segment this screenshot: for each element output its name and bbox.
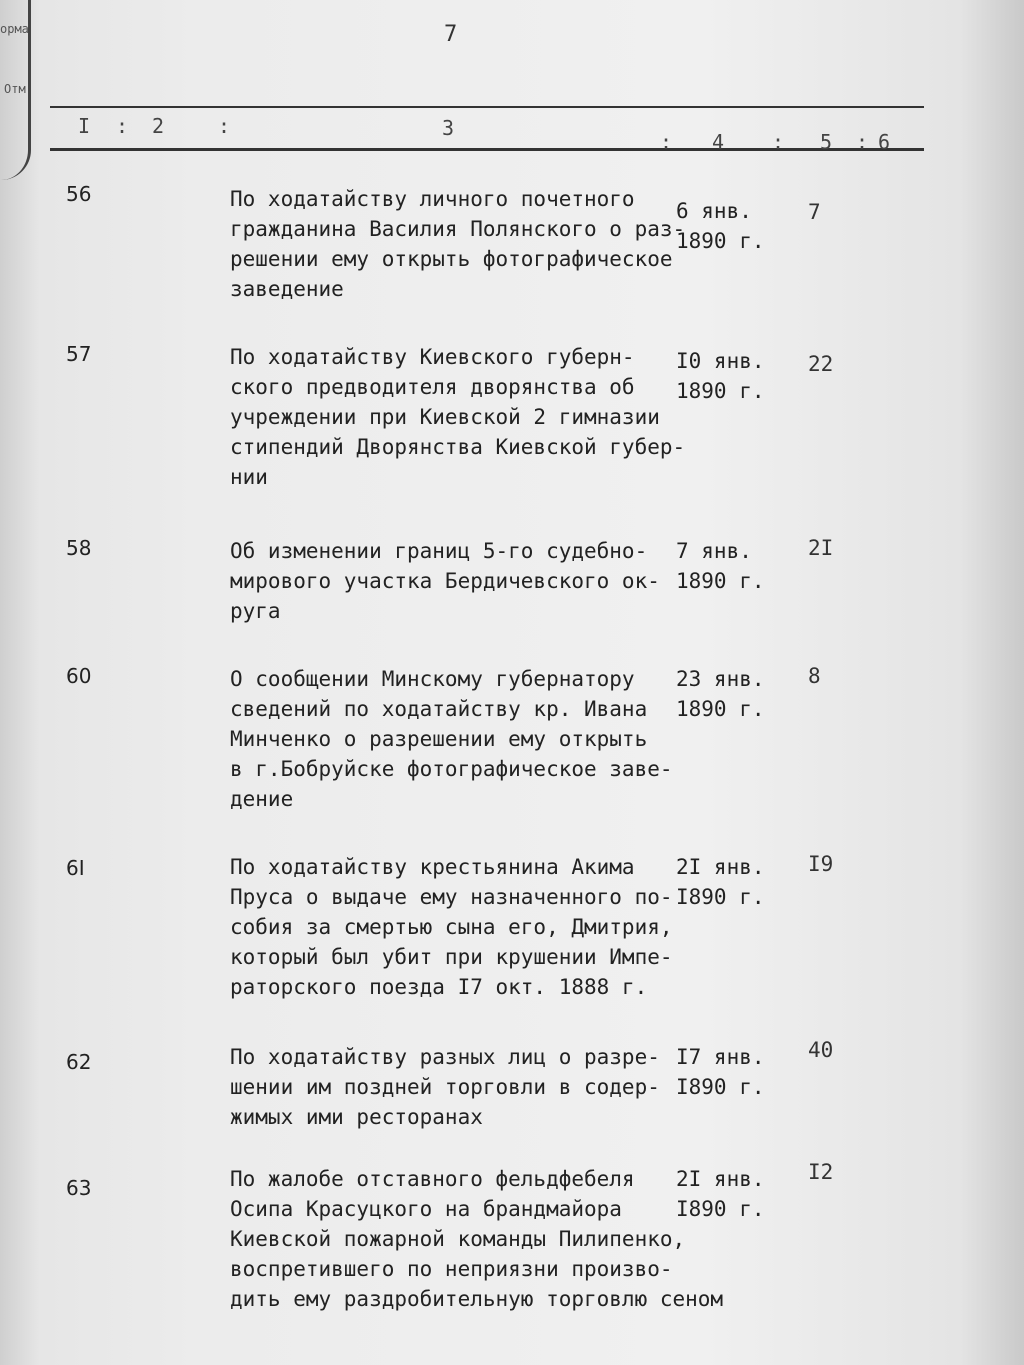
entry-number: 60 — [66, 664, 92, 688]
entry-text-line: дить ему раздробительную торговлю сеном — [230, 1287, 724, 1311]
entry-text-line: По ходатайству Киевского губерн- — [230, 345, 635, 369]
entry-date-year: 1890 г. — [676, 697, 765, 721]
entry-text-line: Об изменении границ 5-го судебно- — [230, 539, 648, 563]
entry-text — [230, 1042, 670, 1132]
column-number-6: 6 — [878, 130, 891, 154]
entry-text-line: стипендий Дворянства Киевской губер- — [230, 435, 686, 459]
entry-date — [676, 1164, 765, 1224]
entry-date-day: 6 янв. — [676, 199, 752, 223]
entry-sheet-count: I2 — [808, 1160, 834, 1184]
column-separator: : — [660, 130, 673, 154]
entry-date — [676, 852, 765, 912]
entry-date-day: 2I янв. — [676, 1167, 765, 1191]
entry-text-line: собия за смертью сына его, Дмитрия, — [230, 915, 673, 939]
entry-text-line: По ходатайству крестьянина Акима — [230, 855, 635, 879]
column-number-3: 3 — [442, 116, 455, 140]
entry-text-line: руга — [230, 599, 281, 623]
entry-text-line: который был убит при крушении Импе- — [230, 945, 673, 969]
entry-text — [230, 342, 686, 492]
entry-text-line: раторского поезда I7 окт. 1888 г. — [230, 975, 648, 999]
entry-sheet-count: 7 — [808, 200, 821, 224]
entry-text-line: ского предводителя дворянства об — [230, 375, 635, 399]
entry-date-year: I890 г. — [676, 1197, 765, 1221]
entry-date — [676, 346, 765, 406]
entry-sheet-count: 22 — [808, 352, 834, 376]
entry-text-line: сведений по ходатайству кр. Ивана — [230, 697, 648, 721]
entry-date — [676, 1042, 765, 1102]
entry-text-line: Осипа Красуцкого на брандмайора — [230, 1197, 622, 1221]
entry-date-day: I0 янв. — [676, 349, 765, 373]
entry-sheet-count: 2I — [808, 536, 834, 560]
side-tab-label: Отм — [4, 82, 26, 96]
entry-text-line: По ходатайству разных лиц о разре- — [230, 1045, 660, 1069]
entry-date-year: 1890 г. — [676, 569, 765, 593]
entry-text-line: решении ему открыть фотографическое — [230, 247, 673, 271]
entry-number: 63 — [66, 1176, 92, 1200]
column-separator: : — [116, 114, 129, 138]
entry-text-line: в г.Бобруйске фотографическое заве- — [230, 757, 673, 781]
header-top-rule — [50, 106, 924, 108]
entry-text-line: По жалобе отставного фельдфебеля — [230, 1167, 635, 1191]
column-separator: : — [218, 114, 231, 138]
column-separator: : — [856, 130, 869, 154]
entry-date-day: 7 янв. — [676, 539, 752, 563]
entry-sheet-count: 8 — [808, 664, 821, 688]
entry-date-day: I7 янв. — [676, 1045, 765, 1069]
page-number: 7 — [444, 22, 458, 47]
entry-sheet-count: 40 — [808, 1038, 834, 1062]
entry-text-line: мирового участка Бердичевского ок- — [230, 569, 660, 593]
entry-text-line: Минченко о разрешении ему открыть — [230, 727, 648, 751]
entry-sheet-count: I9 — [808, 852, 834, 876]
entry-text-line: нии — [230, 465, 268, 489]
entry-date-day: 23 янв. — [676, 667, 765, 691]
column-number-2: 2 — [152, 114, 165, 138]
entry-text-line: О сообщении Минскому губернатору — [230, 667, 635, 691]
entry-date-year: 1890 г. — [676, 379, 765, 403]
entry-text — [230, 852, 673, 1002]
entry-text — [230, 664, 673, 814]
header-bottom-rule — [50, 148, 924, 151]
entry-text-line: По ходатайству личного почетного — [230, 187, 635, 211]
entry-number: 57 — [66, 342, 92, 366]
entry-date-year: I890 г. — [676, 1075, 765, 1099]
column-number-4: 4 — [712, 130, 725, 154]
entry-date — [676, 664, 765, 724]
entry-date-year: 1890 г. — [676, 229, 765, 253]
entry-number: 56 — [66, 182, 92, 206]
form-tab-label: орма — [0, 22, 29, 36]
entry-text-line: заведение — [230, 277, 344, 301]
entry-number: 6I — [66, 856, 85, 880]
entry-date-year: I890 г. — [676, 885, 765, 909]
entry-text-line: шении им поздней торговли в содер- — [230, 1075, 660, 1099]
entry-text-line: воспретившего по неприязни произво- — [230, 1257, 673, 1281]
column-number-5: 5 — [820, 130, 833, 154]
entry-text-line: Киевской пожарной команды Пилипенко, — [230, 1227, 686, 1251]
entry-text-line: Пруса о выдаче ему назначенного по- — [230, 885, 673, 909]
entry-number: 58 — [66, 536, 92, 560]
entry-text-line: учреждении при Киевской 2 гимназии — [230, 405, 660, 429]
entry-text-line: гражданина Василия Полянского о раз- — [230, 217, 686, 241]
entry-text — [230, 536, 670, 626]
entry-date — [676, 196, 765, 256]
entry-text — [230, 184, 686, 304]
entry-text-line: жимых ими ресторанах — [230, 1105, 483, 1129]
entry-date — [676, 536, 765, 596]
entry-date-day: 2I янв. — [676, 855, 765, 879]
column-number-1: I — [78, 114, 91, 138]
entry-number: 62 — [66, 1050, 92, 1074]
entry-text-line: дение — [230, 787, 294, 811]
column-separator: : — [772, 130, 785, 154]
